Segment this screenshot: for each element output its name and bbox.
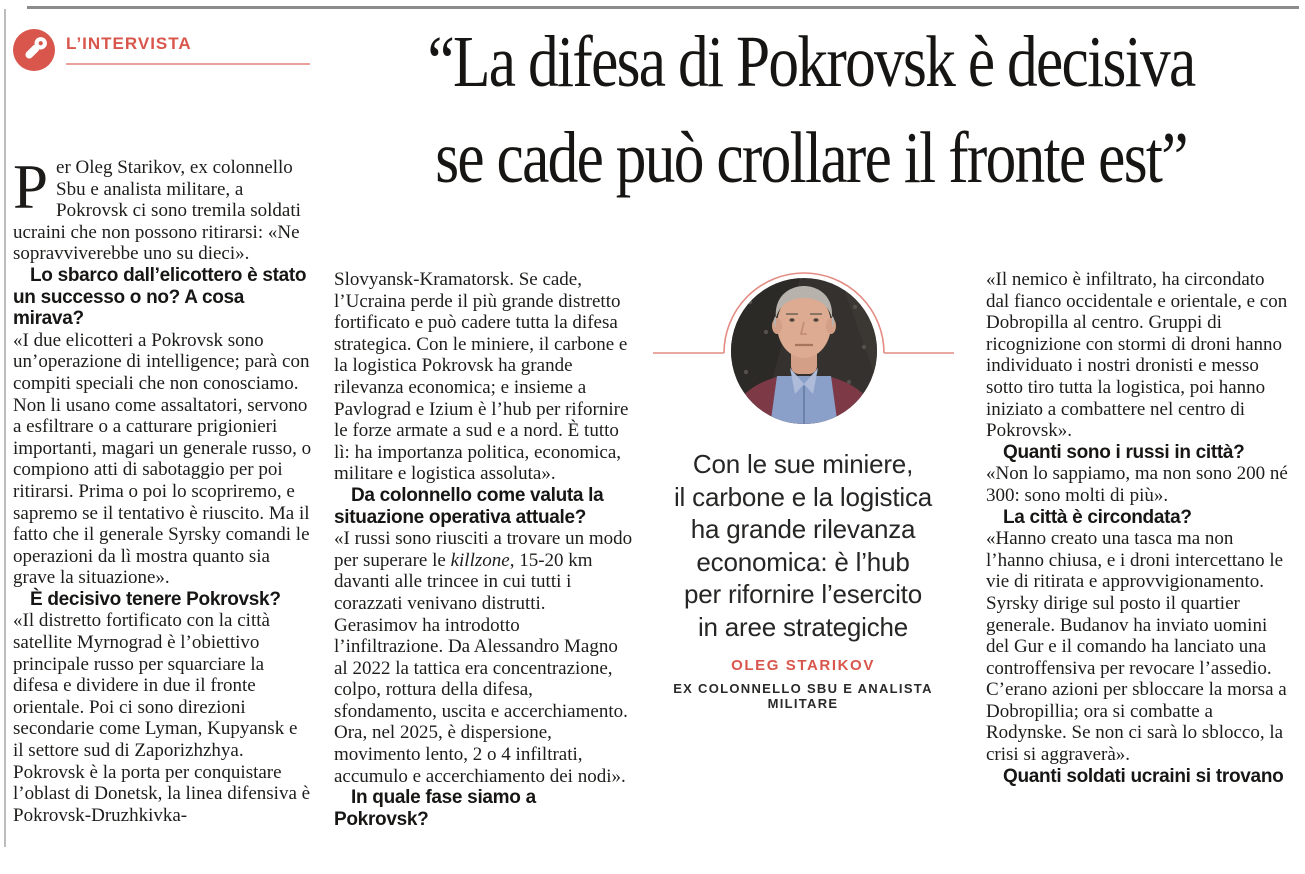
interviewee-portrait-photo: [650, 262, 956, 444]
lead-paragraph: [13, 152, 312, 265]
answer-italic-term: killzone: [450, 549, 510, 571]
pull-quote-line: in aree strategiche: [697, 611, 909, 642]
interview-question: Lo sbarco dall’elicottero è stato un successo o no? A cosa mirava?: [13, 264, 307, 330]
interview-question: La città è circondata?: [1003, 506, 1192, 528]
interview-answer: «Hanno creato una tasca ma non l’hanno chiusa, e i droni intercettano le vie di ritirata e approvvigionamento. Syrsky dirige sul posto il quartier generale. Budanov ha inviato uomini del Gur e il comando ha lanciato una controffensiva per revocare l’assedio. C’erano azioni per sbloccare la morsa a Dobropillia; ora si combatte a Rodynske. Se non ci sarà lo sblocco, la crisi si aggraverà».: [986, 528, 1287, 766]
pull-quote: [650, 448, 956, 643]
pull-quote-line: il carbone e la logistica: [673, 481, 933, 512]
drop-cap: P: [13, 152, 49, 222]
answer-text: , 15-20 km davanti alle trincee in cui tutti i corazzati venivano distrutti. Gerasimov ha introdotto l’infiltrazione. Da Alessandro Magno al 2022 la tattica era concentrazione, colpo, rottura della difesa, sfondamento, uscita e accerchiamento. Ora, nel 2025, è dispersione, movimento lento, 2 o 4 infiltrati, accumulo e accerchiamento dei nodi».: [334, 549, 628, 787]
interview-question: In quale fase siamo a Pokrovsk?: [334, 787, 536, 830]
interview-answer: Slovyansk-Kramatorsk. Se cade, l’Ucraina perde il più grande distretto fortificato e può cadere tutta la difesa strategica. Con le miniere, il carbone e la logistica Pokrovsk ha grande rilevanza economica; e insieme a Pavlograd e Izium è l’hub per rifornire le forze armate a sud e a nord. È tutto lì: ha importanza politica, economica, militare e logistica assoluta».: [334, 269, 629, 485]
article-headline: [322, 14, 1300, 206]
interview-question: Quanti soldati ucraini si trovano: [1003, 765, 1284, 787]
interviewee-role: EX COLONNELLO SBU E ANALISTA MILITARE: [673, 681, 933, 711]
pull-quote-line: per rifornire l’esercito: [684, 579, 922, 609]
kicker-underline: [66, 63, 310, 65]
pull-quote-line: economica: è l’hub: [696, 546, 910, 577]
headline-line-2: se cade può crollare il fronte est”: [435, 117, 1187, 198]
interview-question: È decisivo tenere Pokrovsk?: [30, 588, 281, 610]
pull-quote-line: Con le sue miniere,: [692, 449, 914, 479]
interview-question: Da colonnello come valuta la situazione operativa attuale?: [334, 484, 604, 528]
lead-text: er Oleg Starikov, ex colonnello Sbu e analista militare, a Pokrovsk ci sono tremila soldati ucraini che non possono ritirarsi: «Ne sopravviverebbe uno su dieci».: [13, 157, 301, 265]
microphone-icon: [13, 29, 55, 71]
interview-answer: «Il distretto fortificato con la città satellite Myrnograd è l’obiettivo principale russo per squarciare la difesa e dividere in due il fronte orientale. Poi ci sono direzioni secondarie come Lyman, Kupyansk e il settore sud di Zaporizhzhya. Pokrovsk è la porta per conquistare l’oblast di Donetsk, la linea difensiva è Pokrovsk-Druzhkivka-: [13, 610, 311, 826]
pull-quote-line: ha grande rilevanza: [690, 514, 916, 544]
article-column-1: [13, 152, 312, 826]
interview-answer: [334, 528, 633, 787]
interviewee-name: OLEG STARIKOV: [731, 657, 875, 674]
answer-text: «I russi sono riusciti a trovare un modo per superare le: [334, 528, 633, 571]
interview-answer: «I due elicotteri a Pokrovsk sono un’operazione di intelligence; parà con compiti speciali che non conosciamo. Non li usano come assaltatori, servono a esfiltrare o a catturare prigionieri importanti, magari un generale russo, o compiono atti di sabotaggio per poi ritirarsi. Prima o poi lo scopriremo, e sapremo se il tentativo è riuscito. Ma il fatto che il generale Syrsky comandi le operazioni da lì mostra quanto sia grave la situazione».: [13, 329, 312, 589]
center-feature-column: [650, 262, 956, 711]
article-column-4: [986, 269, 1292, 787]
kicker-label: L’INTERVISTA: [66, 34, 192, 53]
top-rule: [27, 6, 1299, 9]
left-edge-rule: [4, 9, 6, 847]
interview-answer: «Non lo sappiamo, ma non sono 200 né 300: sono molti di più».: [986, 463, 1288, 506]
article-column-2: [334, 269, 633, 830]
headline-line-1: “La difesa di Pokrovsk è decisiva: [427, 21, 1195, 102]
interview-answer: «Il nemico è infiltrato, ha circondato dal fianco occidentale e orientale, e con Dobropilla al centro. Gruppi di ricognizione con stormi di droni hanno individuato i nostri dronisti e messo sotto tiro tutta la logistica, poi hanno iniziato a combattere nel centro di Pokrovsk».: [986, 269, 1288, 442]
interview-question: Quanti sono i russi in città?: [1003, 441, 1245, 463]
